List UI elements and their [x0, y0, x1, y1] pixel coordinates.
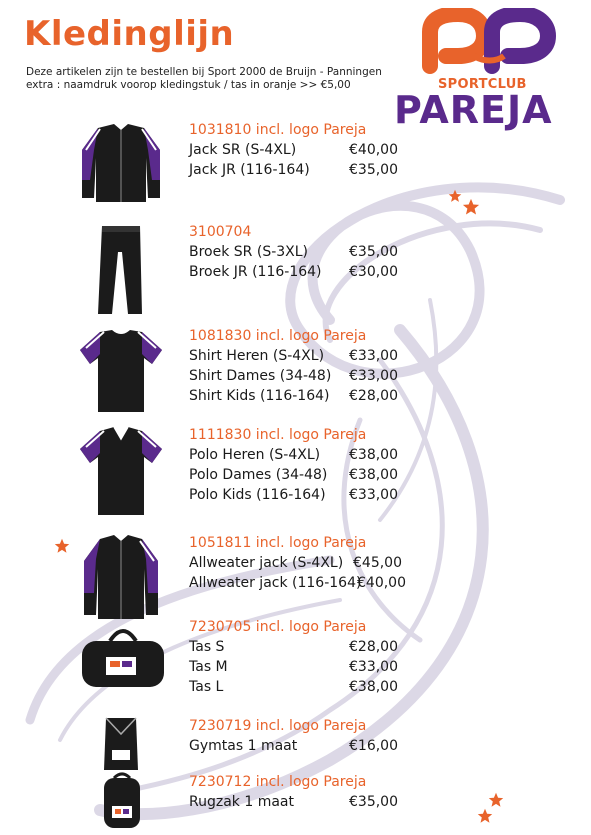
item-price: €16,00 [349, 738, 398, 754]
star-icon [462, 198, 480, 216]
intro-line-1: Deze artikelen zijn te bestellen bij Sport 2000 de Bruijn - Panningen [26, 66, 382, 78]
page-title: Kledinglijn [24, 14, 235, 54]
item-price: €35,00 [349, 162, 398, 178]
price-row [189, 553, 489, 573]
shirt-icon [76, 326, 166, 416]
star-icon [448, 189, 462, 203]
price-row [189, 657, 489, 677]
price-row [189, 346, 489, 366]
item-name: Shirt Dames (34-48) [189, 368, 332, 384]
item-name: Shirt Heren (S-4XL) [189, 348, 325, 364]
price-row [189, 573, 489, 593]
item-price: €38,00 [349, 467, 398, 483]
item-name: Broek JR (116-164) [189, 264, 322, 280]
list-item-jacket [76, 120, 496, 210]
price-row [189, 637, 489, 657]
price-row [189, 242, 489, 262]
item-info [189, 222, 489, 282]
price-row [189, 485, 489, 505]
item-name: Gymtas 1 maat [189, 738, 298, 754]
item-code: 7230719 incl. logo Pareja [189, 718, 367, 734]
item-name: Tas L [189, 679, 224, 695]
backpack-icon [76, 772, 166, 832]
item-code: 1081830 incl. logo Pareja [189, 328, 367, 344]
item-code: 1031810 incl. logo Pareja [189, 122, 367, 138]
price-row [189, 445, 489, 465]
star-icon [54, 538, 70, 554]
list-item-sports-bag [76, 617, 496, 702]
item-price: €38,00 [349, 679, 398, 695]
item-price: €40,00 [349, 142, 398, 158]
sports-bag-icon [76, 617, 171, 697]
item-name: Jack SR (S-4XL) [189, 142, 297, 158]
item-name: Broek SR (S-3XL) [189, 244, 309, 260]
intro-text [26, 66, 382, 92]
item-name: Tas S [189, 639, 225, 655]
item-code: 1051811 incl. logo Pareja [189, 535, 367, 551]
item-code: 7230712 incl. logo Pareja [189, 774, 367, 790]
list-item-trousers [76, 222, 496, 317]
item-name: Polo Kids (116-164) [189, 487, 326, 503]
item-code: 3100704 [189, 224, 252, 240]
list-item-shirt [76, 326, 496, 416]
club-logo [392, 8, 584, 130]
item-price: €38,00 [349, 447, 398, 463]
item-price: €28,00 [349, 388, 398, 404]
item-info [189, 533, 489, 593]
item-name: Jack JR (116-164) [189, 162, 310, 178]
item-name: Tas M [189, 659, 228, 675]
item-price: €30,00 [349, 264, 398, 280]
price-row [189, 677, 489, 697]
item-info [189, 425, 489, 505]
list-item-backpack [76, 772, 496, 832]
list-item-gym-bag [76, 716, 496, 772]
gym-bag-icon [76, 716, 166, 772]
item-name: Rugzak 1 maat [189, 794, 294, 810]
list-item-allweather-jacket [76, 533, 496, 623]
price-row [189, 792, 489, 812]
star-icon [477, 808, 493, 824]
jacket-icon [76, 120, 166, 205]
intro-line-2: extra : naamdruk voorop kledingstuk / tas in oranje >> €5,00 [26, 79, 351, 91]
logo-name: PAREJA [394, 88, 553, 132]
item-name: Allweater jack (S-4XL) [189, 555, 344, 571]
price-row [189, 386, 489, 406]
list-item-polo [76, 425, 496, 520]
item-code: 1111830 incl. logo Pareja [189, 427, 367, 443]
item-name: Polo Heren (S-4XL) [189, 447, 321, 463]
item-info [189, 716, 489, 756]
item-info [189, 617, 489, 697]
item-price: €28,00 [349, 639, 398, 655]
allweather-jacket-icon [76, 533, 166, 623]
item-price: €33,00 [349, 368, 398, 384]
item-name: Allweater jack (116-164) [189, 575, 362, 591]
item-price: €45,00 [353, 555, 402, 571]
price-row [189, 736, 489, 756]
item-price: €35,00 [349, 244, 398, 260]
price-row [189, 465, 489, 485]
item-price: €40,00 [357, 575, 406, 591]
item-price: €35,00 [349, 794, 398, 810]
item-name: Shirt Kids (116-164) [189, 388, 330, 404]
item-price: €33,00 [349, 487, 398, 503]
item-price: €33,00 [349, 348, 398, 364]
logo-subtitle: SPORTCLUB [438, 77, 527, 92]
item-code: 7230705 incl. logo Pareja [189, 619, 367, 635]
price-row [189, 366, 489, 386]
price-row [189, 160, 489, 180]
price-row [189, 140, 489, 160]
item-info [189, 772, 489, 812]
item-price: €33,00 [349, 659, 398, 675]
item-name: Polo Dames (34-48) [189, 467, 328, 483]
price-row [189, 262, 489, 282]
star-icon [488, 792, 504, 808]
item-info [189, 120, 489, 180]
polo-icon [76, 425, 166, 520]
trousers-icon [76, 222, 166, 317]
item-info [189, 326, 489, 406]
